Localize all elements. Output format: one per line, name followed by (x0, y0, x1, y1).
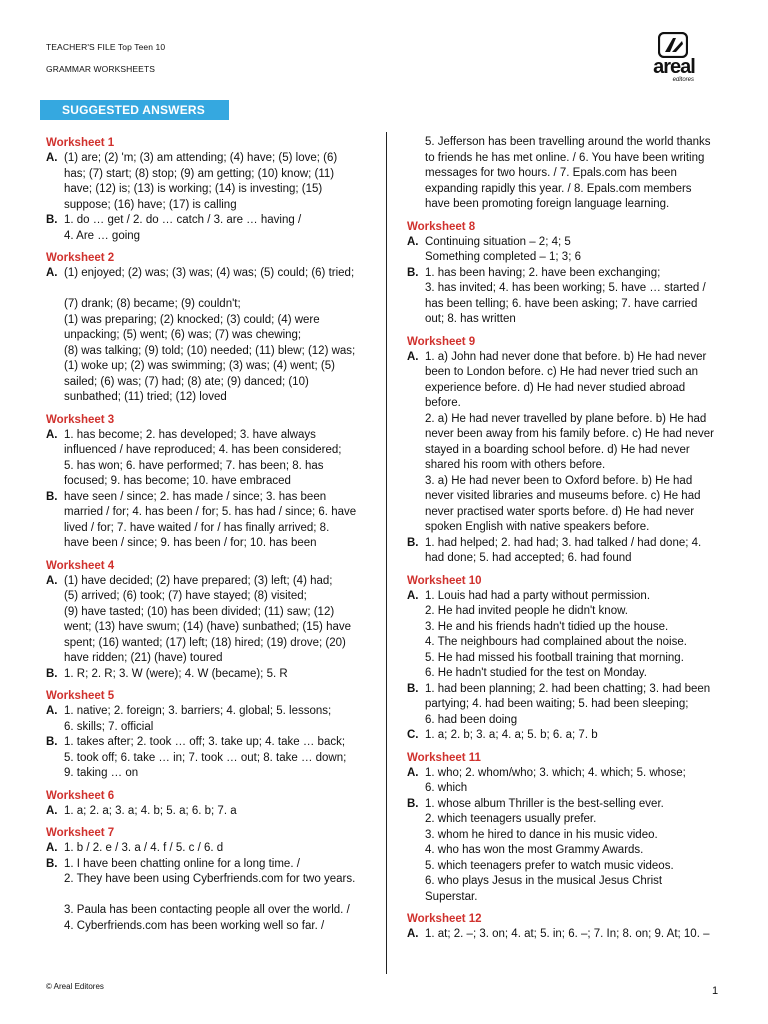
answer-item (407, 266, 719, 328)
answer-line: 3. whom he hired to dance in his music video. (425, 828, 658, 841)
answer-line: went; (13) have swum; (14) (have) sunbathed; (15) have (64, 621, 352, 633)
answer-line: 3. Paula has been contacting people all over the world. / (64, 904, 350, 916)
answer-line: 1. a) John had never done that before. b) He had never (425, 350, 707, 363)
answer-item (46, 574, 374, 667)
answer-line: have seen / since; 2. has made / since; 3. has been (64, 490, 327, 503)
answer-line: never practised water sports before. d) He had never (425, 505, 695, 518)
answer-line (64, 282, 374, 298)
header-title: TEACHER'S FILE Top Teen 10 (46, 42, 166, 52)
page-number: 1 (712, 985, 719, 997)
answer-item (407, 797, 719, 906)
answer-line: 6. He hadn't studied for the test on Monday. (425, 667, 647, 679)
answer-item (46, 735, 374, 782)
answer-line: 1. I have been chatting online for a long time. / (64, 857, 300, 870)
answer-line: sunbathed; (11) tried; (12) loved (64, 391, 227, 403)
copyright-notice: © Areal Editores (46, 982, 104, 991)
answer-line: 1. who; 2. whom/who; 3. which; 4. which; 5. whose; (425, 766, 686, 779)
answer-body (425, 927, 719, 943)
answer-label: A. (46, 267, 58, 279)
answer-body (64, 857, 374, 935)
answer-body (64, 574, 374, 667)
answer-line: has been telling; 6. have been asking; 7. have carried (425, 297, 698, 310)
answer-line: 4. Are … going (64, 229, 141, 242)
answer-line: (1) was preparing; (2) knocked; (3) could; (4) were (64, 313, 320, 326)
answer-item (407, 350, 719, 536)
answer-item (46, 704, 374, 735)
answer-label: A. (46, 574, 58, 587)
answer-item (46, 667, 374, 683)
answer-item (407, 682, 719, 729)
answer-line: stayed in a boarding school before. d) He had never (425, 443, 690, 456)
answer-line: has; (7) start; (8) stop; (9) am getting; (10) know; (11) (64, 167, 335, 180)
answer-line: 2. He had invited people he didn't know. (425, 605, 628, 617)
answer-line: 1. at; 2. –; 3. on; 4. at; 5. in; 6. –; 7. In; 8. on; 9. At; 10. – (425, 928, 710, 940)
answer-line: been to London before. c) He had never tried such an (425, 366, 698, 378)
answer-line: lived / for; 7. have waited / for / has finally arrived; 8. (64, 521, 330, 534)
answer-line: 1. b / 2. e / 3. a / 4. f / 5. c / 6. d (64, 842, 224, 854)
answer-label: A. (407, 589, 419, 602)
answer-line: 4. Cyberfriends.com has been working well so far. / (64, 919, 325, 932)
answer-body (64, 490, 374, 552)
worksheet-title: Worksheet 9 (407, 335, 476, 348)
logo-wordmark: areal (653, 56, 695, 78)
answer-line: 2. They have been using Cyberfriends.com for two years. (64, 873, 356, 885)
answer-line: 1. has become; 2. has developed; 3. have always (64, 428, 316, 441)
column-divider (386, 132, 387, 974)
answer-line: sailed; (6) was; (7) had; (8) ate; (9) danced; (10) (64, 375, 309, 388)
answer-label: B. (46, 667, 58, 680)
answer-body (64, 151, 374, 213)
answer-line: have; (12) is; (13) is working; (14) is investing; (15) (64, 183, 323, 195)
worksheet-title: Worksheet 12 (407, 913, 482, 925)
answer-line: 1. native; 2. foreign; 3. barriers; 4. global; 5. lessons; (64, 705, 332, 717)
answer-label: A. (46, 842, 58, 854)
answer-body (425, 682, 719, 729)
answer-label: A. (46, 152, 58, 164)
answer-line: (8) was talking; (9) told; (10) needed; (11) blew; (12) was; (64, 344, 356, 357)
answer-line: had done; 5. had accepted; 6. had found (425, 552, 632, 564)
answer-line: (1) enjoyed; (2) was; (3) was; (4) was; (5) could; (6) tried; (64, 267, 355, 279)
answer-label: A. (407, 928, 419, 940)
answer-line: married / for; 4. has been / for; 5. has had / since; 6. have (64, 506, 357, 518)
answer-label: A. (46, 705, 58, 717)
answer-item (46, 266, 374, 406)
answer-line: shared his room with others before. (425, 459, 606, 471)
answer-line: have been / since; 9. has been / for; 10. has been (64, 537, 317, 549)
answer-body (64, 804, 374, 820)
answer-item (46, 213, 374, 244)
answer-body (425, 589, 719, 682)
answer-line: spent; (16) wanted; (17) left; (18) hired; (19) drove; (20) (64, 636, 346, 649)
answer-body (64, 735, 374, 782)
answer-line: (1) are; (2) 'm; (3) am attending; (4) have; (5) love; (6) (64, 152, 338, 164)
answer-line: 5. took off; 6. take … in; 7. took … out; 8. take … down; (64, 751, 347, 764)
answer-line: 6. who plays Jesus in the musical Jesus Christ (425, 875, 663, 887)
answer-line: experience before. d) He had never studied abroad (425, 381, 686, 394)
answer-item (407, 728, 719, 744)
answer-line: 2. a) He had never travelled by plane before. b) He had (425, 412, 707, 425)
answer-line: focused; 9. has become; 10. have embraced (64, 475, 291, 487)
answer-line: expanding rapidly this year. / 8. Epals.com members (425, 182, 692, 195)
answer-body (425, 266, 719, 328)
answer-line: Continuing situation – 2; 4; 5 (425, 235, 571, 248)
answer-line: never been away from his family before. c) He had never (425, 428, 714, 440)
answer-body (64, 841, 374, 857)
answer-line: 1. had helped; 2. had had; 3. had talked / had done; 4. (425, 536, 702, 549)
answer-label: B. (407, 682, 419, 695)
answer-item (407, 927, 719, 943)
answer-line: 4. The neighbours had complained about the noise. (425, 636, 687, 648)
answer-line: (9) have tasted; (10) has been divided; (11) saw; (12) (64, 605, 335, 618)
answer-body (64, 428, 374, 490)
answer-line: 1. had been planning; 2. had been chatting; 3. had been (425, 682, 711, 695)
answer-line: 1. do … get / 2. do … catch / 3. are … having / (64, 214, 302, 226)
areal-logo-icon (658, 32, 688, 58)
publisher-logo (642, 32, 706, 88)
answer-item (46, 428, 374, 490)
answer-body (425, 135, 719, 213)
answer-line: have been promoting foreign language learning. (425, 198, 670, 210)
answer-item (46, 804, 374, 820)
answer-line: to friends he has met online. / 6. You have been writing (425, 151, 705, 164)
worksheet-title: Worksheet 1 (46, 137, 115, 149)
answer-label: B. (407, 266, 419, 279)
answer-line: 3. a) He had never been to Oxford before. b) He had (425, 474, 693, 487)
worksheet-title: Worksheet 2 (46, 252, 115, 264)
answer-item (46, 151, 374, 213)
answer-line: 1. whose album Thriller is the best-selling ever. (425, 797, 664, 810)
worksheet-title: Worksheet 5 (46, 690, 115, 702)
answer-line: (1) woke up; (2) was swimming; (3) was; (4) went; (5) (64, 360, 335, 372)
answer-body (425, 797, 719, 906)
answer-label: A. (407, 766, 419, 779)
answer-line: 6. had been doing (425, 713, 518, 726)
answer-label: A. (46, 428, 58, 441)
left-column (46, 135, 374, 934)
worksheet-title: Worksheet 11 (407, 751, 481, 764)
answer-line: out; 8. has written (425, 313, 516, 325)
answer-line: 5. has won; 6. have performed; 7. has been; 8. has (64, 459, 324, 472)
answer-line: 5. He had missed his football training that morning. (425, 651, 684, 664)
answer-body (425, 235, 719, 266)
answer-line: suppose; (16) have; (17) is calling (64, 198, 237, 211)
answer-label: B. (46, 736, 58, 748)
answer-line: 6. skills; 7. official (64, 720, 154, 733)
answer-label: C. (407, 729, 419, 741)
answer-line: 6. which (425, 782, 468, 794)
answer-line: Superstar. (425, 890, 478, 903)
answer-line: have ridden; (21) (have) toured (64, 652, 223, 664)
answer-label: B. (407, 536, 419, 549)
answer-line: 4. who has won the most Grammy Awards. (425, 844, 644, 856)
answer-label: A. (407, 235, 419, 248)
answer-item (407, 235, 719, 266)
answer-label (407, 135, 425, 213)
answer-line: 9. taking … on (64, 767, 139, 779)
answer-line: 1. takes after; 2. took … off; 3. take up; 4. take … back; (64, 736, 346, 748)
answer-line: 2. which teenagers usually prefer. (425, 813, 597, 825)
answer-line: 3. has invited; 4. has been working; 5. have … started / (425, 282, 706, 294)
answer-line: 1. R; 2. R; 3. W (were); 4. W (became); 5. R (64, 667, 288, 680)
answer-line: influenced / have reproduced; 4. has been considered; (64, 444, 342, 456)
answer-item (407, 135, 719, 213)
answer-item (407, 536, 719, 567)
answer-line: before. (425, 397, 461, 409)
answer-line: (1) have decided; (2) have prepared; (3) left; (4) had; (64, 574, 333, 587)
answer-line: 1. has been having; 2. have been exchanging; (425, 266, 661, 279)
answer-item (407, 766, 719, 797)
answer-line: (7) drank; (8) became; (9) couldn't; (64, 298, 241, 310)
answer-item (46, 841, 374, 857)
answer-line: 1. a; 2. b; 3. a; 4. a; 5. b; 6. a; 7. b (425, 729, 598, 741)
answer-body (64, 213, 374, 244)
worksheet-title: Worksheet 8 (407, 220, 476, 233)
answer-label: A. (46, 804, 58, 817)
answer-line: 1. Louis had had a party without permission. (425, 589, 651, 602)
answer-label: A. (407, 350, 419, 363)
answer-line: 3. He and his friends hadn't tidied up the house. (425, 620, 669, 633)
answer-body (64, 667, 374, 683)
answer-label: B. (46, 857, 58, 870)
answer-label: B. (407, 797, 419, 810)
section-banner: SUGGESTED ANSWERS (40, 100, 229, 120)
worksheet-title: Worksheet 6 (46, 789, 115, 802)
answer-line: 1. a; 2. a; 3. a; 4. b; 5. a; 6. b; 7. a (64, 804, 237, 817)
answer-line: (5) arrived; (6) took; (7) have stayed; (8) visited; (64, 590, 307, 602)
answer-label: B. (46, 490, 58, 503)
answer-item (407, 589, 719, 682)
answer-line (64, 888, 374, 904)
answer-line: 5. which teenagers prefer to watch music videos. (425, 859, 674, 872)
answer-body (64, 704, 374, 735)
worksheet-title: Worksheet 10 (407, 574, 482, 587)
worksheet-title: Worksheet 7 (46, 827, 115, 839)
logo-subtitle: editores (672, 77, 694, 83)
answer-item (46, 490, 374, 552)
worksheet-title: Worksheet 3 (46, 413, 115, 426)
worksheet-title: Worksheet 4 (46, 559, 115, 572)
answer-line: Something completed – 1; 3; 6 (425, 251, 581, 263)
answer-line: never visited libraries and museums before. c) He had (425, 490, 701, 502)
answer-body (425, 766, 719, 797)
answer-line: partying; 4. had been waiting; 5. had been sleeping; (425, 698, 689, 710)
answer-line: 5. Jefferson has been travelling around the world thanks (425, 136, 711, 148)
answer-body (425, 350, 719, 536)
header-subtitle: GRAMMAR WORKSHEETS (46, 64, 156, 74)
answer-item (46, 857, 374, 935)
answer-label: B. (46, 214, 58, 226)
answer-line: spoken English with native speakers before. (425, 521, 650, 533)
answer-line: messages for two hours. / 7. Epals.com has been (425, 167, 677, 179)
answer-body (64, 266, 374, 406)
answer-body (425, 728, 719, 744)
right-column (407, 135, 719, 943)
answer-body (425, 536, 719, 567)
answer-line: unpacking; (5) went; (6) was; (7) was chewing; (64, 329, 302, 341)
